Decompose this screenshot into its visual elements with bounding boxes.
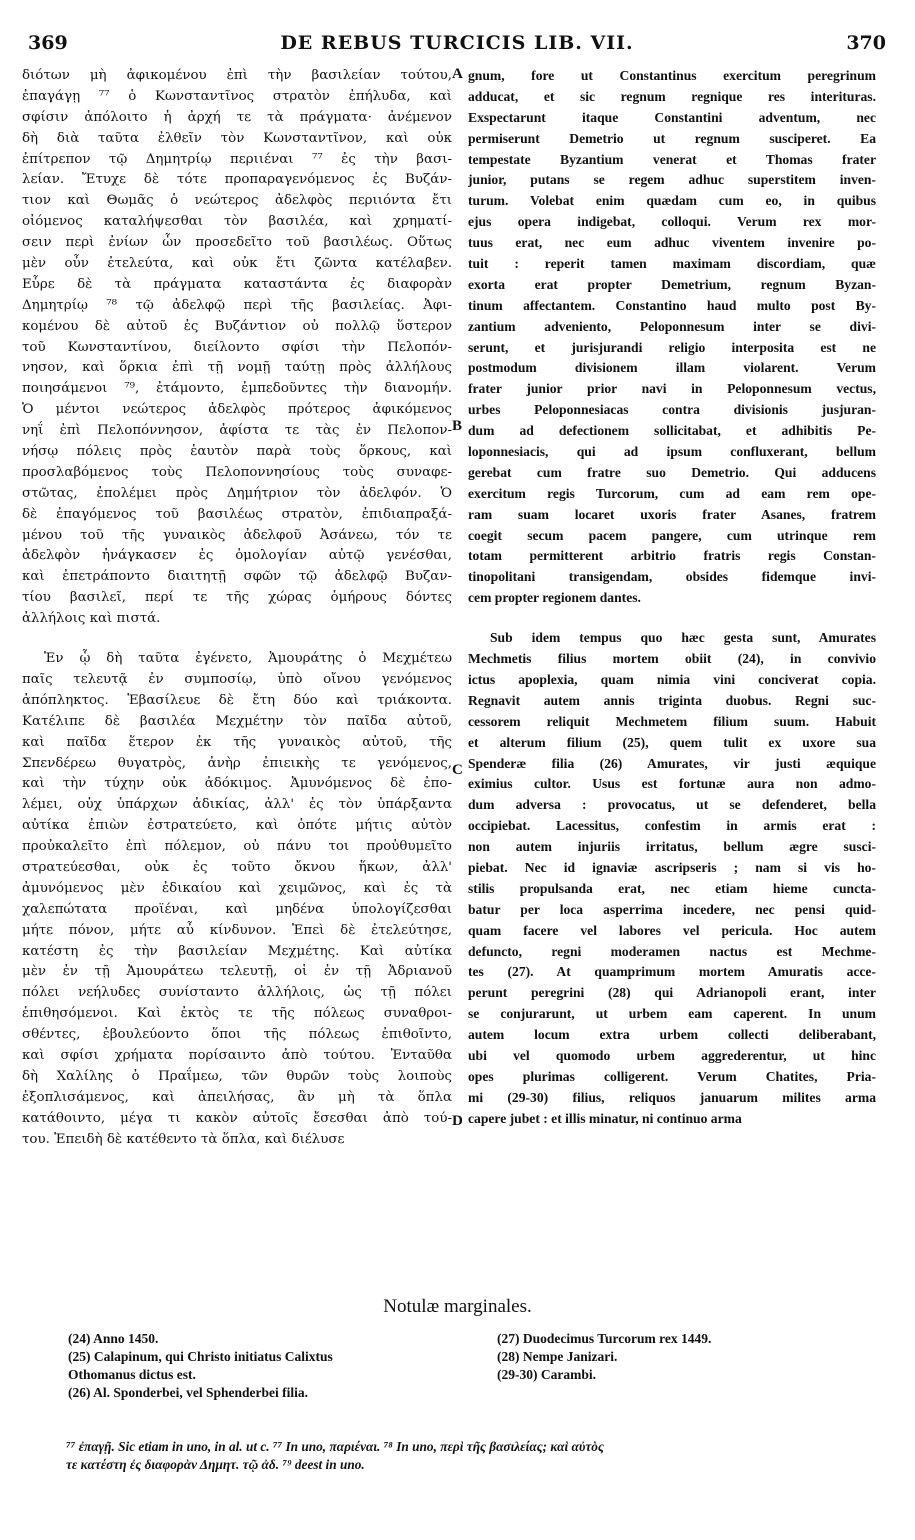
latin-text-line: Spenderæ filia (26) Amurates, vir justi æquique [468, 755, 876, 771]
latin-text-line: exercitum regis Turcorum, cum ad eam rem ope- [468, 485, 876, 501]
marginal-notes-left [68, 1330, 468, 1402]
greek-text-line: μὲν οὖν ἐτελεύτα, καὶ οὐκ ἔτι ζῶντα κατέλαβεν. [22, 256, 452, 272]
greek-text-line: Εὗρε δὲ τὰ πράγματα καταστάντα ἐς διαφορὰν [22, 276, 452, 292]
paragraph-gap [22, 630, 452, 649]
greek-text-line: παῖς τελευτᾷ ἐν συμποσίῳ, ὑπὸ οἴνου γενόμενος [22, 671, 452, 687]
greek-text-line: Σπενδέρεω θυγατρὸς, ἀνὴρ ἐπιεικὴς τε γενόμενος, [22, 755, 452, 771]
latin-text-line: ejus opera indigebat, colloqui. Verum rex mor- [468, 214, 876, 230]
footnote-line: ⁷⁷ ἐπαγῇ. Sic etiam in uno, in al. ut c. ⁷⁷ In uno, παριέναι. ⁷⁸ In uno, περὶ τῆς βασιλείας; καὶ αὐτὸς [66, 1439, 604, 1454]
greek-text-line: νήσῳ πόλεις πρὸς ἑαυτὸν παρὰ τοὺς ὅρκους, καὶ [22, 444, 452, 460]
greek-text-line: μήτε πόνον, μήτε αὖ κίνδυνον. Ἐπεὶ δὲ ἐτελεύτησε, [22, 922, 452, 938]
greek-text-line: Ἐν ᾧ δὴ ταῦτα ἐγένετο, Ἀμουράτης ὁ Μεχμέτεω [44, 651, 452, 667]
footnote-line: τε κατέστη ἐς διαφορὰν Δημητ. τῷ ἀδ. ⁷⁹ deest in uno. [66, 1457, 365, 1472]
greek-text-line: τοῦ Κωνσταντίνου, διείλοντο σφίσι τὴν Πελοπόν- [22, 339, 452, 355]
latin-text-line: tes (27). At quamprimum mortem Amuratis acce- [468, 964, 876, 980]
greek-text-line: σειν περὶ ἐνίων ὧν προσεδεῖτο τοῦ βασιλέως. Οὕτως [22, 235, 452, 251]
latin-text-line: adducat, et sic regnum regnique res interituras. [468, 88, 876, 104]
latin-text-line: capere jubet : et illis minatur, ni continuo arma [468, 1110, 742, 1126]
greek-text-line: ποιησάμενοι ⁷⁹, ἐτάμοντο, ἐμπεδοῦντες τὴν διανομήν. [22, 381, 452, 397]
greek-text-line: δὲ ἐπαγόμενος τοῦ βασιλέως στρατὸν, ἐπιδιαπραξά- [22, 506, 452, 522]
latin-text-line: Exspectarunt itaque Constantini adventum, nec [468, 109, 876, 125]
section-marker-c: C [452, 762, 463, 778]
latin-text-line: ram suam locaret uxoris frater Asanes, fratrem [468, 506, 876, 522]
greek-text-line: πόλει νεήλυδες συνίσταντο ἀλλήλοις, ὡς τῇ πόλει [22, 985, 452, 1001]
latin-text-line: tuus erat, nec eum adhuc viventem invenire po- [468, 235, 876, 251]
greek-text-line: δὴ διὰ ταῦτα ἐλθεῖν τὸν Κωνσταντῖνον, καὶ οὐκ [22, 130, 452, 146]
latin-text-line: eximius cultor. Usus est fortunæ aura non admo- [468, 776, 876, 792]
greek-text-line: ἀδελφὸν ἠνάγκασεν ἐς ὁμολογίαν αὐτῷ γενέσθαι, [22, 548, 452, 564]
latin-text-line: dum ad defectionem sollicitabat, et adhibitis Pe- [468, 423, 876, 439]
latin-text-line: junior, putans se regem adhuc superstitem inven- [468, 172, 876, 188]
latin-text-line: occipiebat. Lacessitus, confestim in armis erat : [468, 818, 876, 834]
latin-text-line: defuncto, regni moderamen nactus est Mechme- [468, 943, 876, 959]
greek-text-line: δὴ Χαλίλης ὁ Πραΐμεω, τῶν θυρῶν τοὺς λοιποὺς [22, 1068, 452, 1084]
greek-text-line: Κατέλιπε δὲ βασιλέα Μεχμέτην τὸν παῖδα αὐτοῦ, [22, 713, 452, 729]
latin-text-line: frater junior prior navi in Peloponnesum vectus, [468, 381, 876, 397]
marginal-note: (26) Al. Sponderbei, vel Sphenderbei filia. [68, 1385, 309, 1400]
latin-text-line: totam permitterent arbitrio fratris regis Constan- [468, 548, 876, 564]
section-marker-d: D [452, 1113, 463, 1129]
greek-text-line: Ὁ μέντοι νεώτερος ἀδελφὸς πρότερος ἀφικόμενος [22, 402, 452, 418]
marginal-note: (28) Nempe Janizari. [497, 1349, 618, 1364]
greek-text-line: αὐτίκα ἐπιὼν ἐστρατεύετο, καὶ ὁπότε μήτις αὐτὸν [22, 818, 452, 834]
greek-text-line: ἀλλήλοις καὶ πιστά. [22, 611, 161, 627]
greek-text-line: χαλεπώτατα προϊέναι, καὶ μηδένα ὑπολογίζεσθαι [22, 901, 452, 917]
latin-text-line: exorta erat propter Demetrium, regnum Byzan- [468, 276, 876, 292]
latin-text-line: zantium adveniento, Peloponnesum inter se divi- [468, 318, 876, 334]
greek-text-line: λέμει, οὐχ ὑπάρχων ἀδικίας, ἀλλ' ἐς τὸν ὑπάρξαντα [22, 797, 452, 813]
latin-text-column [468, 66, 876, 1130]
latin-text-line: non autem injuriis irritatus, bellum ægre susci- [468, 839, 876, 855]
running-header [28, 32, 886, 58]
greek-text-line: νησον, καὶ ὅρκια ἐπὶ τῇ νομῇ ταύτῃ πρὸς ἀλλήλους [22, 360, 452, 376]
latin-text-line: coegit secum pacem pangere, cum utrinque rem [468, 527, 876, 543]
latin-text-line: tinopolitani transigendam, obsides fidemque invi- [468, 569, 876, 585]
greek-text-line: προσλαβόμενος τοὺς Πελοποννησίους τοὺς συναφε- [22, 464, 452, 480]
greek-text-column [22, 66, 452, 1150]
latin-text-line: stilis propulsanda erat, nec etiam hieme cuncta- [468, 880, 876, 896]
greek-text-line: καὶ τὴν τύχην οὐκ ἀδόκιμος. Ἀμυνόμενος δὲ ἐπο- [22, 776, 452, 792]
greek-text-line: καὶ ἐπετράποντο διαιτητῇ σφῶν τῷ ἀδελφῷ Βυζαν- [22, 569, 452, 585]
latin-text-line: permiserunt Demetrio ut regnum susciperet. Ea [468, 130, 876, 146]
greek-text-line: καὶ παῖδα ἕτερον ἐκ τῆς γυναικὸς αὐτοῦ, τῆς [22, 734, 452, 750]
greek-text-line: στῶτας, ἐπολέμει πρὸς Δημήτριον τὸν ἀδελφόν. Ὁ [22, 485, 452, 501]
latin-text-line: perunt peregrini (28) qui Adrianopoli erant, inter [468, 985, 876, 1001]
latin-text-line: et alterum filium (25), quem tulit ex uxore sua [468, 734, 876, 750]
latin-text-line: autem locum extra urbem collecti deliberabant, [468, 1027, 876, 1043]
notes-heading: Notulæ marginales. [383, 1296, 532, 1317]
latin-text-line: dum adversa : provocatus, ut se defenderet, bella [468, 797, 876, 813]
latin-text-line: Regnavit autem annis triginta duobus. Regni suc- [468, 692, 876, 708]
latin-text-line: tinum affectantem. Constantino haud multo post By- [468, 297, 876, 313]
page-number-left: 369 [28, 32, 68, 54]
latin-text-line: ictus apoplexia, quam nimia vini conciverat copia. [468, 671, 876, 687]
latin-text-line: serunt, et jurisjurandi religio interposita est ne [468, 339, 876, 355]
greek-text-line: σθέντες, ἐβουλεύοντο ὅποι τῆς πόλεως ἐπιθοῖντο, [22, 1027, 452, 1043]
greek-text-line: ἐπιθησόμενοι. Καὶ ἐκτὸς τε τῆς πόλεως συναθροι- [22, 1006, 452, 1022]
paragraph-gap [468, 609, 876, 628]
latin-text-line: gerebat cum fratre suo Demetrio. Qui adducens [468, 464, 876, 480]
greek-text-line: ἐπαγάγῃ ⁷⁷ ὁ Κωνσταντῖνος στρατὸν ἐπήλυδα, καὶ [22, 88, 452, 104]
greek-text-line: Δημητρίῳ ⁷⁸ τῷ ἀδελφῷ περὶ τῆς βασιλείας. Ἀφι- [22, 297, 452, 313]
page-number-right: 370 [846, 32, 886, 54]
greek-text-line: καὶ σφίσι χρήματα πορίσαιντο ἀπὸ τούτου. Ἐνταῦθα [22, 1047, 452, 1063]
latin-text-line: opes plurimas colligerent. Verum Chatites, Pria- [468, 1068, 876, 1084]
latin-text-line: tuit : reperit tamen maximam discordiam, quæ [468, 256, 876, 272]
running-title: DE REBUS TURCICIS LIB. VII. [280, 32, 634, 54]
greek-text-line: του. Ἐπειδὴ δὲ κατέθεντο τὰ ὅπλα, καὶ διέλυσε [22, 1131, 345, 1147]
greek-text-line: λείαν. Ἔτυχε δὲ τότε προπαραγενόμενος ἐς Βυζάν- [22, 172, 452, 188]
latin-text-line: cem propter regionem dantes. [468, 590, 641, 606]
latin-text-line: turum. Volebat enim quædam cum eo, in quibus [468, 193, 876, 209]
latin-text-line: loponnesiacis, qui ad ipsum confluxerant, bellum [468, 444, 876, 460]
marginal-note: (24) Anno 1450. [68, 1331, 159, 1346]
marginal-notes-right [497, 1330, 877, 1384]
marginal-note: (25) Calapinum, qui Christo initiatus Calixtus [68, 1349, 333, 1364]
marginal-note: Othomanus dictus est. [68, 1367, 196, 1382]
marginal-note: (27) Duodecimus Turcorum rex 1449. [497, 1331, 712, 1346]
greek-text-line: κατάθοιντο, μέγα τι κακὸν αὐτοῖς ἔσεσθαι ἀπὸ τού- [22, 1110, 452, 1126]
greek-text-line: μὲν ἐν τῇ Ἀμουράτεω τελευτῇ, οἱ ἐν τῇ Ἀδριανοῦ [22, 964, 452, 980]
latin-text-line: Mechmetis filius mortem obiit (24), in convivio [468, 651, 876, 667]
greek-text-line: στρατεύεσθαι, οὐκ ἐς τοῦτο ὄκνου ἥκων, ἀλλ' [22, 859, 452, 875]
greek-text-line: τιον καὶ Θωμᾶς ὁ νεώτερος ἀδελφὸς περιιόντα ἔτι [22, 193, 452, 209]
latin-text-line: postmodum divisionem illam violarent. Verum [468, 360, 876, 376]
latin-text-line: batur per loca asperrima incedere, nec pensi quid- [468, 901, 876, 917]
latin-text-line: Sub idem tempus quo hæc gesta sunt, Amurates [490, 630, 876, 646]
greek-text-line: ἐπίτρεπον τῷ Δημητρίῳ περιιέναι ⁷⁷ ἐς τὴν βασι- [22, 151, 452, 167]
latin-text-line: mi (29-30) filius, reliquos januarum milites arma [468, 1089, 876, 1105]
latin-text-line: gnum, fore ut Constantinus exercitum peregrinum [468, 68, 876, 83]
greek-text-line: προὐκαλεῖτο ἐπὶ πόλεμον, οὐ πάνυ τοι προὐθυμεῖτο [22, 839, 452, 855]
greek-text-line: κατέστη ἐς τὴν βασιλείαν Μεχμέτης. Καὶ αὐτίκα [22, 943, 452, 959]
section-marker-a: A [452, 66, 463, 82]
latin-text-line: tempestate Byzantium venerat et Thomas frater [468, 151, 876, 167]
greek-text-line: σφίσιν ἀπόλοιτο ἡ ἀρχή τε τὰ πράγματα· ἀνέμενον [22, 109, 452, 125]
greek-text-line: κομένου δὲ αὐτοῦ ἐς Βυζάντιον οὐ πολλῷ ὕστερον [22, 318, 452, 334]
greek-text-line: ἀμυνόμενος μὲν ἐδικαίου καὶ χειμῶνος, καὶ ἐς τὰ [22, 880, 452, 896]
latin-text-line: se conjurarunt, ut urbem eam caperent. In unum [468, 1006, 876, 1022]
greek-text-line: νηΐ ἐπὶ Πελοπόννησον, ἀφίστα τε τὰς ἐν Πελοπον- [22, 423, 452, 439]
section-marker-b: B [452, 418, 463, 434]
greek-text-line: μένου τοῦ τῆς γυναικὸς ἀδελφοῦ Ἀσάνεω, τόν τε [22, 527, 452, 543]
greek-text-line: ἀπόπληκτος. Ἐβασίλευε δὲ ἔτη δύο καὶ τριάκοντα. [22, 692, 452, 708]
latin-text-line: cessorem reliquit Mechmetem filium suum. Habuit [468, 713, 876, 729]
latin-text-line: urbes Peloponnesiacas contra divisionis jusjuran- [468, 402, 876, 418]
latin-text-line: ubi vel quomodo urbem aggrederentur, ut hinc [468, 1047, 876, 1063]
greek-text-line: ἐξοπλισάμενος, καὶ ἀπειλήσας, ἂν μὴ τὰ ὅπλα [22, 1089, 452, 1105]
greek-text-line: τίου βασιλεῖ, περί τε τῆς χώρας ὁμήρους δόντες [22, 590, 452, 606]
marginal-note: (29-30) Carambi. [497, 1367, 596, 1382]
greek-text-line: οἰόμενος καταλήψεσθαι τὸν βασιλέα, καὶ χρηματί- [22, 214, 452, 230]
latin-text-line: quam facere vel labores vel pericula. Hoc autem [468, 922, 876, 938]
latin-text-line: piebat. Nec id ignaviæ ascripseris ; nam si vis ho- [468, 859, 876, 875]
greek-text-line: διότων μὴ ἀφικομένου ἐπὶ τὴν βασιλείαν τούτου, [22, 68, 452, 83]
footnotes [66, 1438, 886, 1474]
